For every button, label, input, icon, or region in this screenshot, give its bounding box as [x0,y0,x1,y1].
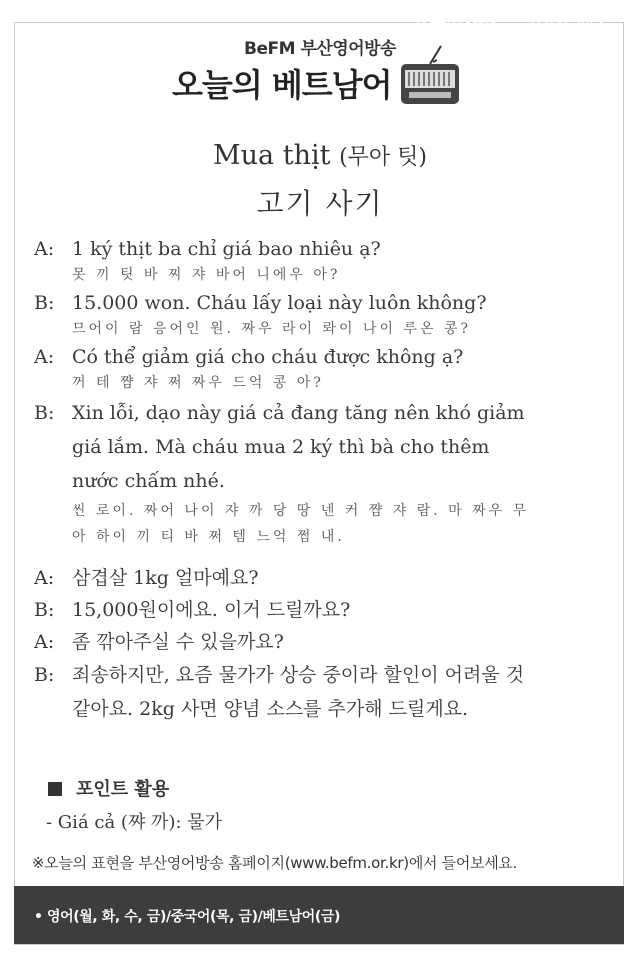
pronunciation: 못 끼 팃 바 찌 쟈 바어 니에우 아? [72,267,341,283]
website-notice: ※오늘의 표현을 부산영어방송 홈페이지(www.befm.or.kr)에서 들어보세요. [32,854,518,872]
speaker-label: A: [34,238,55,260]
translation-line [34,626,609,658]
fm-label: FM [447,32,461,41]
pronunciation: 므어이 람 응어인 원. 짜우 라이 롸이 나이 루온 콩? [72,321,471,337]
title-reading: (무아 팃) [339,145,427,170]
lesson-title-vietnamese [0,140,640,171]
dialogue-block [34,234,609,726]
point-heading-text: 포인트 활용 [76,779,170,800]
translation-text: 좀 깎아주실 수 있을까요? [72,631,284,653]
station-english-name: Busan English Broadcasting [529,36,613,43]
translation-text: 15,000원이에요. 이거 드릴까요? [72,599,351,621]
point-item: - Giá cả (쨔 까): 물가 [46,812,223,833]
translation-line [34,562,609,594]
dialogue-text: 1 ký thịt ba chỉ giá bao nhiêu ạ? [72,238,381,260]
radio-icon [397,44,463,108]
dialogue-line [34,396,609,430]
footer-bar [14,886,624,944]
speaker-label: B: [34,292,55,314]
dialogue-continuation: nước chấm nhé. [72,470,225,492]
dialogue-line [34,342,609,372]
pronunciation: 꺼 테 쨤 쟈 쩌 짜우 드억 콩 아? [72,375,324,391]
station-name: 부산영어방송 [529,21,608,37]
speaker-label: A: [34,631,55,653]
dialogue-text: 15.000 won. Cháu lấy loại này luôn không? [72,292,487,314]
dialogue-line [34,288,609,318]
program-title: 오늘의 베트남어 [172,66,392,104]
translation-line [34,594,609,626]
station-line: BeFM 부산영어방송 [244,39,396,59]
translation-continuation: 같아요. 2kg 사면 양념 소스를 추가해 드릴게요. [72,698,469,720]
point-heading [48,775,169,801]
square-bullet-icon [48,782,62,796]
dialogue-text: Có thể giảm giá cho cháu được không ạ? [72,346,464,368]
frequency-sub: 103.3 [460,28,502,43]
title-vietnamese-text: Mua thịt [213,140,331,171]
translation-text: 죄송하지만, 요즘 물가가 상승 중이라 할인이 어려울 것 [72,664,525,686]
dialogue-continuation: giá lắm. Mà cháu mua 2 ký thì bà cho thêm [72,436,490,458]
translation-text: 삼겹살 1kg 얼마예요? [72,567,259,589]
speaker-label: B: [34,599,55,621]
dialogue-text: Xin lỗi, dạo này giá cả đang tăng nên khó giảm [72,402,525,424]
fm-label: FM [447,16,461,25]
pronunciation: 아 하이 끼 티 바 쩌 템 느억 쩜 내. [72,529,345,545]
dialogue-line [34,234,609,264]
speaker-label: A: [34,567,55,589]
speaker-label: A: [34,346,55,368]
speaker-label: B: [34,664,55,686]
pronunciation: 씬 로이. 짜어 나이 쟈 까 당 땅 넨 커 쨤 쟈 람. 마 짜우 무 [72,503,530,519]
translation-line [34,658,609,692]
speaker-label: B: [34,402,55,424]
lesson-title-korean: 고기 사기 [256,187,384,220]
brand-small: BeFM [529,9,554,18]
frequency-main: 905 [460,9,498,30]
broadcast-schedule: • 영어(월, 화, 수, 금)/중국어(목, 금)/베트남어(금) [34,909,340,925]
